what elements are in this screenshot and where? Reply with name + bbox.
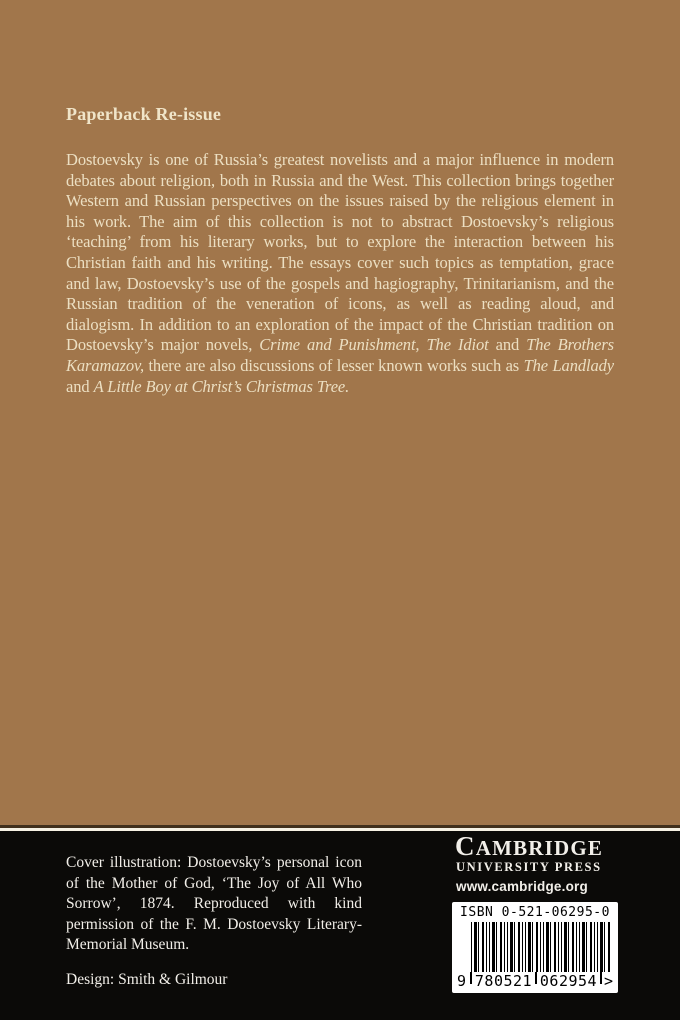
blurb-segment: there are also discussions of lesser known works such as xyxy=(144,355,524,375)
cover-illustration-credit: Cover illustration: Dostoevsky’s personal icon of the Mother of God, ‘The Joy of All Who Sorrow’, 1874. Reproduced with kind permission of the F. M. Dostoevsky Literary-Memorial Museum. xyxy=(66,854,362,953)
barcode-digit-group: 780521 xyxy=(474,972,533,990)
publisher-block xyxy=(452,831,622,993)
blurb-segment: Dostoevsky is one of Russia’s greatest novelists and a major influence in modern debates about religion, both in Russia and the West. This collection brings together Western and Russian perspectives on the issues raised by the religious element in his work. The aim of this collection is not to abstract Dostoevsky’s religious ‘teaching’ from his literary works, but to explore the interaction between his Christian faith and his writing. The essays cover such topics as temptation, grace and law, Dostoevsky’s use of the gospels and hagiography, Trinitarianism, and the Russian tradition of the veneration of icons, as well as reading aloud, and dialogism. In addition to an exploration of the impact of the Christian tradition on Dostoevsky’s major novels, xyxy=(66,150,614,355)
isbn-barcode-box xyxy=(452,902,618,993)
footer-black-band xyxy=(0,831,680,1020)
barcode-guard-bar xyxy=(470,972,472,984)
book-title: The Brothers Karamazov, xyxy=(66,335,614,375)
blurb-paragraph xyxy=(66,150,614,397)
book-title: A Little Boy at Christ’s Christmas Tree. xyxy=(93,376,350,396)
footer-bar xyxy=(0,825,680,1020)
blurb-segment: and xyxy=(66,376,94,396)
barcode-bars xyxy=(471,922,611,972)
isbn-number-label: ISBN 0-521-06295-0 xyxy=(460,905,610,920)
barcode-guard-bar xyxy=(600,972,602,984)
edition-heading: Paperback Re-issue xyxy=(66,104,222,124)
publisher-logo-subtitle: UNIVERSITY PRESS xyxy=(456,860,602,874)
design-credit: Design: Smith & Gilmour xyxy=(66,970,228,988)
blurb-segment: and xyxy=(488,335,527,355)
barcode-digit-lead: 9 xyxy=(457,972,467,990)
barcode-quiet-zone-arrow: > xyxy=(603,972,613,990)
barcode-guard-bar xyxy=(535,972,537,984)
book-title: The Idiot xyxy=(426,335,489,355)
barcode-digit-group: 062954 xyxy=(539,972,598,990)
barcode-digits xyxy=(457,972,613,991)
credits-block xyxy=(66,853,362,990)
publisher-website: www.cambridge.org xyxy=(456,879,588,894)
publisher-logo-name: CAMBRIDGE xyxy=(455,831,604,861)
book-title: The Landlady xyxy=(523,355,615,375)
book-title: Crime and Punishment, xyxy=(259,335,420,355)
